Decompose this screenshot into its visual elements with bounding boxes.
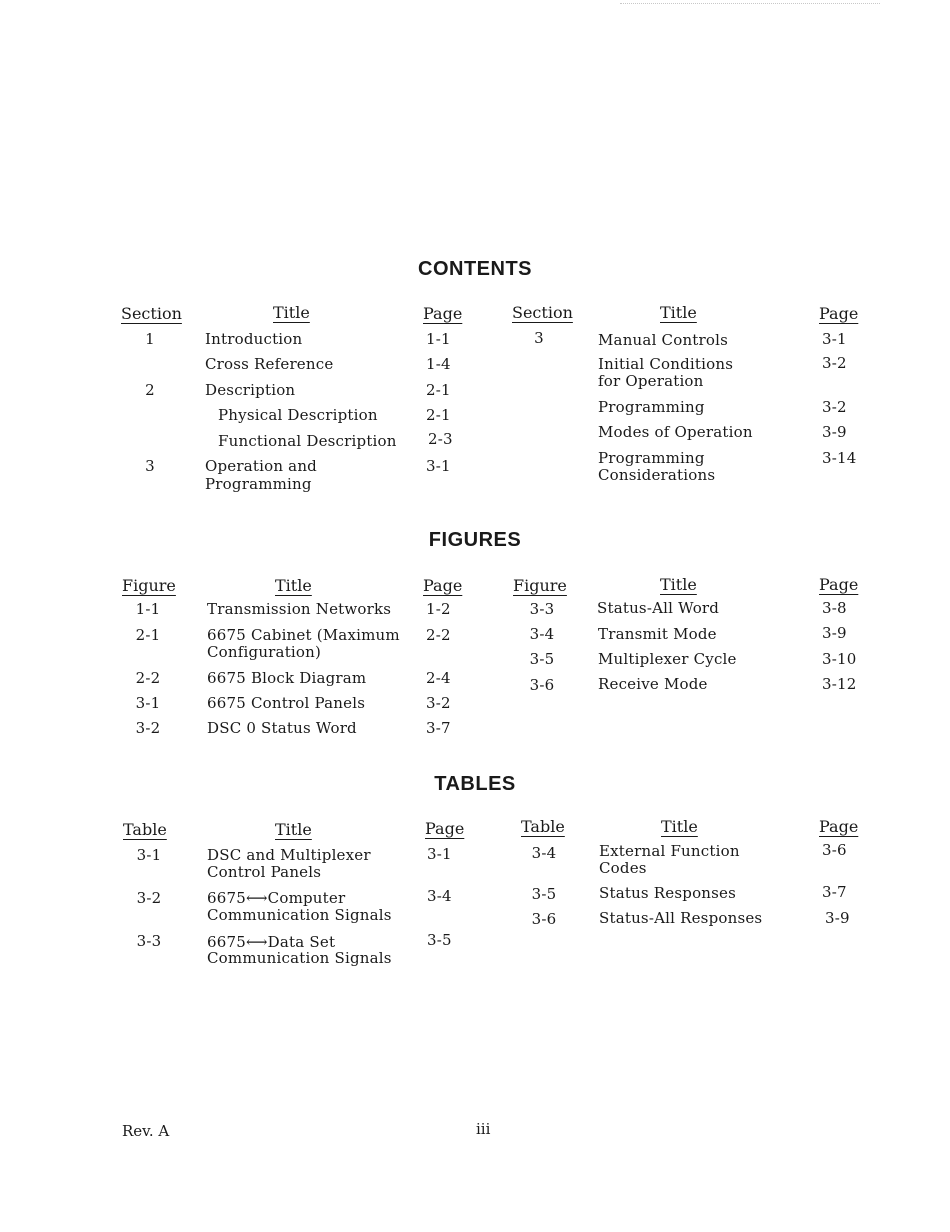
figures-right-number-header: Figure: [513, 576, 567, 595]
scan-artifact: [620, 3, 880, 6]
figure-page: 3-7: [426, 719, 451, 737]
figures-right-title-header: Title: [660, 575, 697, 594]
figure-title: Multiplexer Cycle: [598, 650, 737, 668]
figure-page: 3-12: [822, 675, 857, 693]
table-page: 3-7: [822, 883, 847, 901]
contents-entry-title-continued: Considerations: [598, 466, 716, 484]
figure-number: 2-1: [135, 626, 161, 644]
figure-number: 3-6: [529, 676, 555, 694]
contents-entry-page: 3-14: [822, 449, 857, 467]
contents-entry-title: Programming: [598, 449, 705, 467]
figure-page: 3-10: [822, 650, 857, 668]
contents-entry-title: Modes of Operation: [598, 423, 753, 441]
figure-title: Transmission Networks: [207, 600, 392, 618]
contents-left-page-header: Page: [423, 304, 463, 323]
contents-entry-title: Operation and: [205, 457, 317, 475]
table-page: 3-1: [427, 845, 452, 863]
figures-left-page-header: Page: [423, 576, 463, 595]
contents-entry-page: 1-1: [426, 330, 451, 348]
tables-left-page-header: Page: [425, 819, 465, 838]
table-title: Status Responses: [599, 884, 737, 902]
contents-entry-page: 2-1: [426, 406, 451, 424]
table-page: 3-6: [822, 841, 847, 859]
table-number: 3-3: [136, 932, 162, 950]
table-title: External Function: [599, 842, 740, 860]
contents-entry-title: Introduction: [205, 330, 303, 348]
figure-number: 3-4: [529, 625, 555, 643]
table-page: 3-4: [427, 887, 452, 905]
tables-left-number-header: Table: [123, 820, 167, 839]
contents-right-section-header: Section: [512, 303, 573, 322]
contents-entry-page: 3-2: [822, 354, 847, 372]
table-title: DSC and Multiplexer: [207, 846, 371, 864]
contents-entry-title: Functional Description: [218, 432, 397, 450]
figure-number: 2-2: [135, 669, 161, 687]
tables-right-page-header: Page: [819, 817, 859, 836]
figure-page: 1-2: [426, 600, 451, 618]
figure-title: Status-All Word: [597, 599, 720, 617]
contents-entry-page: 3-9: [822, 423, 847, 441]
table-title-continued: Communication Signals: [207, 949, 392, 967]
table-number: 3-2: [136, 889, 162, 907]
figure-page: 3-2: [426, 694, 451, 712]
figure-number: 1-1: [135, 600, 161, 618]
contents-section-number: 3: [145, 457, 155, 475]
contents-entry-page: 3-2: [822, 398, 847, 416]
figure-page: 2-4: [426, 669, 451, 687]
table-number: 3-5: [531, 885, 557, 903]
figures-right-page-header: Page: [819, 575, 859, 594]
table-title-continued: Communication Signals: [207, 906, 392, 924]
contents-section-number: 1: [145, 330, 155, 348]
tables-right-number-header: Table: [521, 817, 565, 836]
table-page: 3-9: [825, 909, 850, 927]
contents-entry-title: Initial Conditions: [598, 355, 734, 373]
contents-entry-page: 2-1: [426, 381, 451, 399]
table-title: 6675⟷Data Set: [207, 933, 336, 951]
contents-entry-title: Programming: [598, 398, 705, 416]
table-page: 3-5: [427, 931, 452, 949]
contents-section-number: 2: [145, 381, 155, 399]
contents-entry-page: 3-1: [426, 457, 451, 475]
figures-left-number-header: Figure: [122, 576, 176, 595]
figure-number: 3-1: [135, 694, 161, 712]
figures-left-title-header: Title: [275, 576, 312, 595]
contents-entry-title: Manual Controls: [598, 331, 729, 349]
contents-entry-page: 1-4: [426, 355, 451, 373]
contents-entry-title-continued: for Operation: [598, 372, 704, 390]
figures-heading: FIGURES: [428, 529, 522, 551]
contents-entry-title-continued: Programming: [205, 475, 312, 493]
contents-right-page-header: Page: [819, 304, 859, 323]
contents-heading: CONTENTS: [418, 258, 532, 280]
contents-left-section-header: Section: [121, 304, 182, 323]
contents-entry-page: 2-3: [428, 430, 453, 448]
contents-entry-title: Physical Description: [218, 406, 378, 424]
table-number: 3-6: [531, 910, 557, 928]
page-number: iii: [476, 1120, 491, 1138]
contents-entry-page: 3-1: [822, 330, 847, 348]
contents-entry-title: Cross Reference: [205, 355, 334, 373]
figure-page: 3-8: [822, 599, 847, 617]
figure-title: 6675 Cabinet (Maximum: [207, 626, 400, 644]
contents-entry-title: Description: [205, 381, 296, 399]
figure-title: Receive Mode: [598, 675, 708, 693]
figure-number: 3-2: [135, 719, 161, 737]
tables-left-title-header: Title: [275, 820, 312, 839]
revision-label: Rev. A: [122, 1122, 170, 1140]
tables-right-title-header: Title: [661, 817, 698, 836]
contents-section-number: 3: [534, 329, 544, 347]
tables-heading: TABLES: [434, 773, 516, 795]
figure-title: Transmit Mode: [598, 625, 717, 643]
figure-page: 2-2: [426, 626, 451, 644]
figure-title: 6675 Block Diagram: [207, 669, 367, 687]
figure-title-continued: Configuration): [207, 643, 322, 661]
table-title: 6675⟷Computer: [207, 889, 346, 907]
table-number: 3-1: [136, 846, 162, 864]
table-title: Status-All Responses: [599, 909, 763, 927]
table-title-continued: Codes: [599, 859, 647, 877]
figure-number: 3-5: [529, 650, 555, 668]
table-title-continued: Control Panels: [207, 863, 322, 881]
figure-number: 3-3: [529, 600, 555, 618]
table-number: 3-4: [531, 844, 557, 862]
contents-left-title-header: Title: [273, 303, 310, 322]
contents-right-title-header: Title: [660, 303, 697, 322]
figure-page: 3-9: [822, 624, 847, 642]
figure-title: 6675 Control Panels: [207, 694, 366, 712]
figure-title: DSC 0 Status Word: [207, 719, 357, 737]
